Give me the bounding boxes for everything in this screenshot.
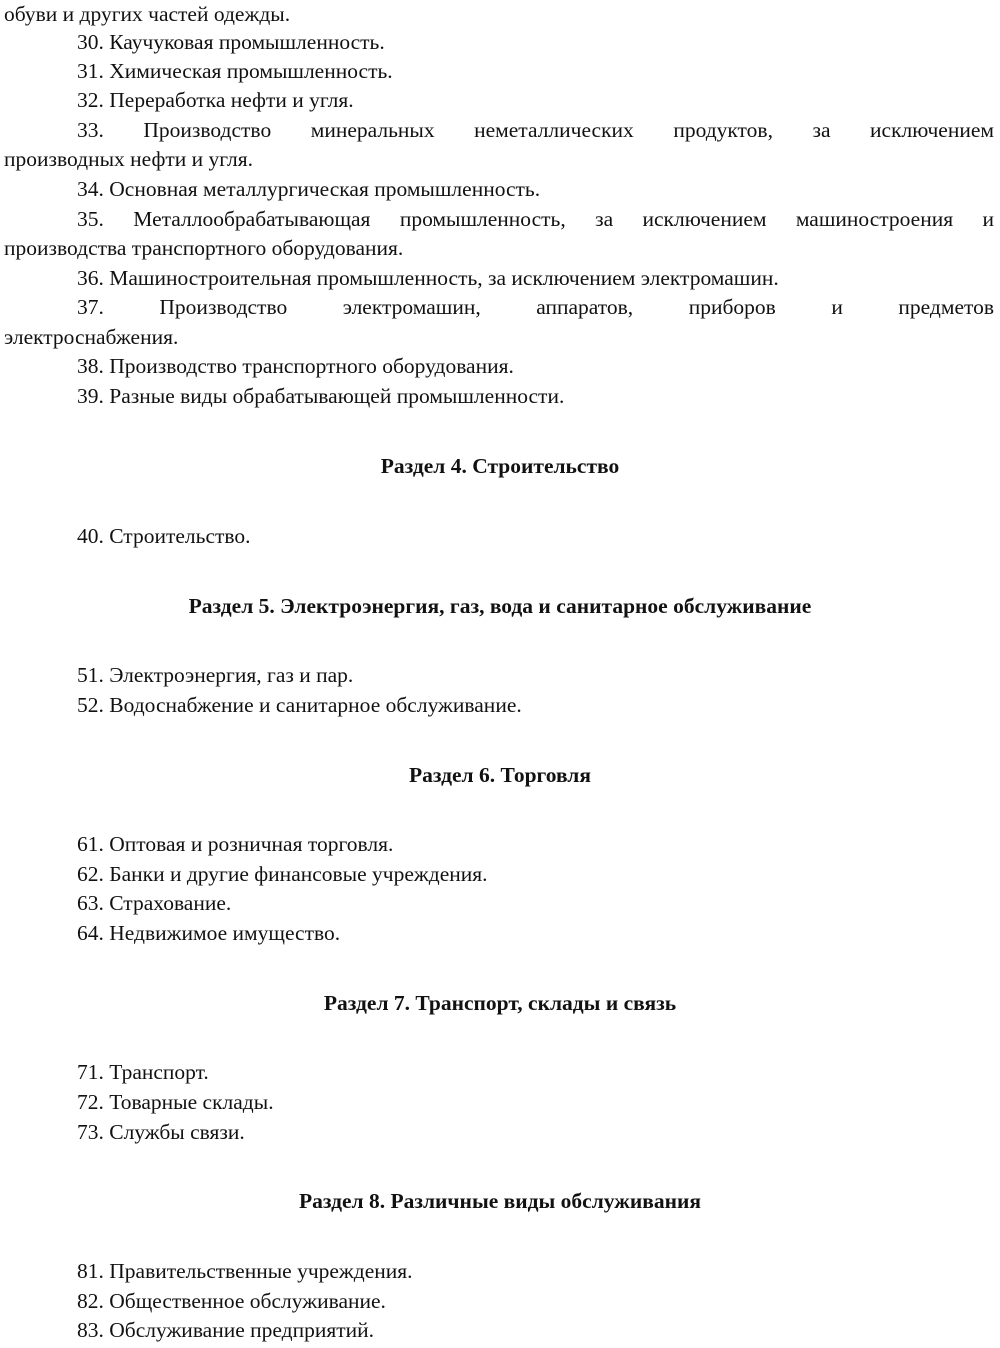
list-item-35: 35. Металлообрабатывающая промышленность, за исключением машиностроения и (77, 207, 994, 231)
section-heading-8: Раздел 8. Различные виды обслуживания (298, 1189, 702, 1213)
list-item-52: 52. Водоснабжение и санитарное обслуживание. (77, 693, 522, 717)
list-item-63: 63. Страхование. (77, 891, 232, 915)
section-heading-4: Раздел 4. Строительство (380, 454, 620, 478)
section-heading-5: Раздел 5. Электроэнергия, газ, вода и санитарное обслуживание (188, 594, 812, 618)
list-item-51: 51. Электроэнергия, газ и пар. (77, 663, 354, 687)
list-item-36: 36. Машиностроительная промышленность, за исключением электромашин. (77, 266, 779, 290)
list-item-61: 61. Оптовая и розничная торговля. (77, 832, 394, 856)
list-item-31: 31. Химическая промышленность. (77, 59, 393, 83)
list-item-71: 71. Транспорт. (77, 1060, 209, 1084)
list-item-40: 40. Строительство. (77, 524, 251, 548)
list-item-81: 81. Правительственные учреждения. (77, 1259, 413, 1283)
list-item-37-continuation: электроснабжения. (4, 325, 179, 349)
list-item-33-continuation: производных нефти и угля. (4, 147, 254, 171)
list-item-82: 82. Общественное обслуживание. (77, 1289, 386, 1313)
section-heading-7: Раздел 7. Транспорт, склады и связь (323, 991, 677, 1015)
list-item-83: 83. Обслуживание предприятий. (77, 1318, 375, 1342)
list-item-34: 34. Основная металлургическая промышленность. (77, 177, 541, 201)
section-heading-6: Раздел 6. Торговля (408, 763, 592, 787)
continuation-line: обуви и других частей одежды. (4, 2, 291, 26)
list-item-39: 39. Разные виды обрабатывающей промышленности. (77, 384, 565, 408)
list-item-72: 72. Товарные склады. (77, 1090, 274, 1114)
list-item-33: 33. Производство минеральных неметаллических продуктов, за исключением (77, 118, 994, 142)
list-item-37: 37. Производство электромашин, аппаратов, приборов и предметов (77, 295, 994, 319)
list-item-73: 73. Службы связи. (77, 1120, 245, 1144)
list-item-35-continuation: производства транспортного оборудования. (4, 236, 404, 260)
list-item-62: 62. Банки и другие финансовые учреждения. (77, 862, 488, 886)
list-item-30: 30. Каучуковая промышленность. (77, 30, 385, 54)
list-item-32: 32. Переработка нефти и угля. (77, 88, 354, 112)
list-item-64: 64. Недвижимое имущество. (77, 921, 341, 945)
list-item-38: 38. Производство транспортного оборудования. (77, 354, 514, 378)
